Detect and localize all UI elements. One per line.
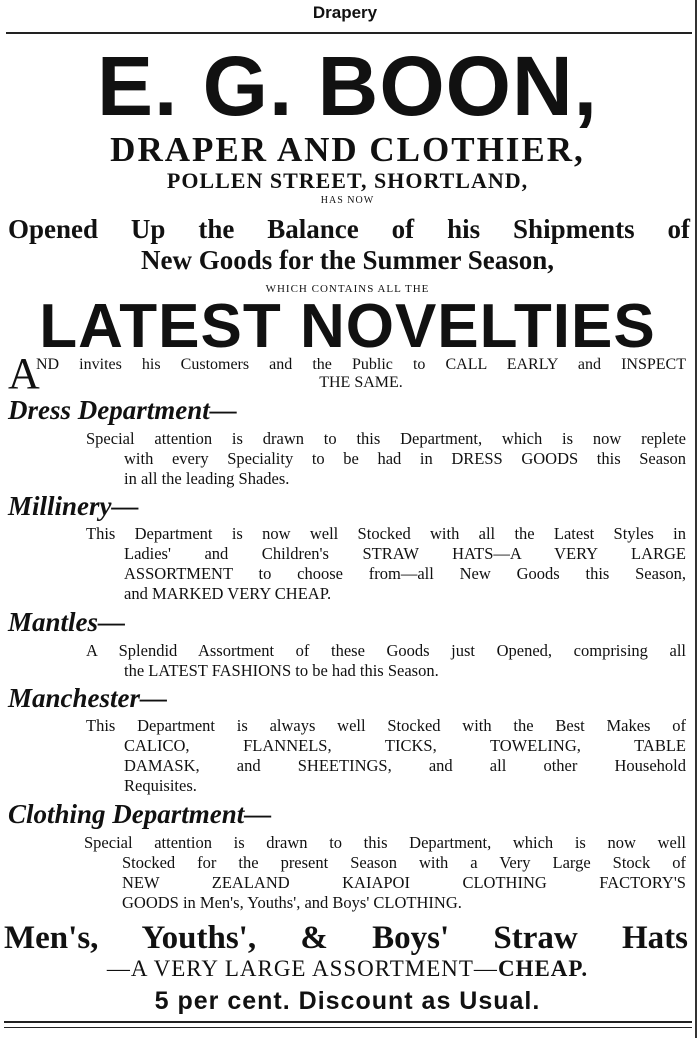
has-now-text: HAS NOW [320,195,375,206]
dept-line: and MARKED VERY CHEAP. [124,584,332,603]
dept-line: DAMASK, and SHEETINGS, and all other Household [124,756,686,775]
dept-line: the LATEST FASHIONS to be had this Season. [124,661,439,680]
dept-line: CALICO, FLANNELS, TICKS, TOWELING, TABLE [124,736,686,755]
cheap-text: CHEAP. [497,956,589,981]
merchant-address: POLLEN STREET, SHORTLAND, [166,168,529,193]
which-contains-text: WHICH CONTAINS ALL THE [265,283,430,295]
dept-heading-dress: Dress Department— [8,395,237,425]
dept-text-manchester [86,716,686,796]
straw-hats-headline: Men's, Youths', & Boys' Straw Hats [4,920,688,956]
latest-novelties-headline: LATEST NOVELTIES [39,292,656,361]
merchant-name: E. G. BOON, [96,39,599,133]
dept-line: Requisites. [124,776,197,795]
intro-line-2: THE SAME. [319,374,403,391]
opened-line-2: New Goods for the Summer Season, [140,245,554,275]
dept-line: GOODS in Men's, Youths', and Boys' CLOTHING. [122,893,462,912]
section-label: Drapery [312,3,378,22]
dept-text-clothing [84,833,686,913]
dept-line: Special attention is drawn to this Department, which is now replete [86,429,686,448]
opened-line-1: Opened Up the Balance of his Shipments of [8,214,690,244]
dept-line: NEW ZEALAND KAIAPOI CLOTHING FACTORY'S [122,873,686,892]
dept-heading-mantles: Mantles— [8,607,126,637]
dept-text-mantles [86,641,686,681]
dept-line: with every Speciality to be had in DRESS GOODS this Season [124,449,686,468]
intro-line-1: ND invites his Customers and the Public to CALL EARLY and INSPECT [36,356,686,373]
dept-line: Stocked for the present Season with a Very Large Stock of [122,853,686,872]
dept-text-millinery [86,524,686,604]
dept-line: in all the leading Shades. [124,469,290,488]
dept-line: ASSORTMENT to choose from—all New Goods this Season, [124,564,686,583]
dept-heading-clothing: Clothing Department— [8,799,272,829]
dept-line: A Splendid Assortment of these Goods just Opened, comprising all [86,641,686,660]
discount-line: 5 per cent. Discount as Usual. [154,987,541,1015]
assortment-line [0,955,695,983]
bottom-rule-2 [4,1027,692,1028]
right-border [695,0,697,1038]
dept-line: Special attention is drawn to this Department, which is now well [84,833,686,852]
top-rule [6,32,692,34]
dept-heading-millinery: Millinery— [8,491,139,521]
bottom-rule-1 [4,1021,692,1023]
dept-line: This Department is always well Stocked with the Best Makes of [86,716,686,735]
intro-dropcap: A [8,349,40,398]
dept-text-dress [86,429,686,489]
dept-line: This Department is now well Stocked with all the Latest Styles in [86,524,686,543]
merchant-subtitle: DRAPER AND CLOTHIER, [110,130,585,169]
dept-line: Ladies' and Children's STRAW HATS—A VERY LARGE [124,544,686,563]
dept-heading-manchester: Manchester— [8,683,168,713]
assortment-text: —A VERY LARGE ASSORTMENT— [106,956,498,981]
